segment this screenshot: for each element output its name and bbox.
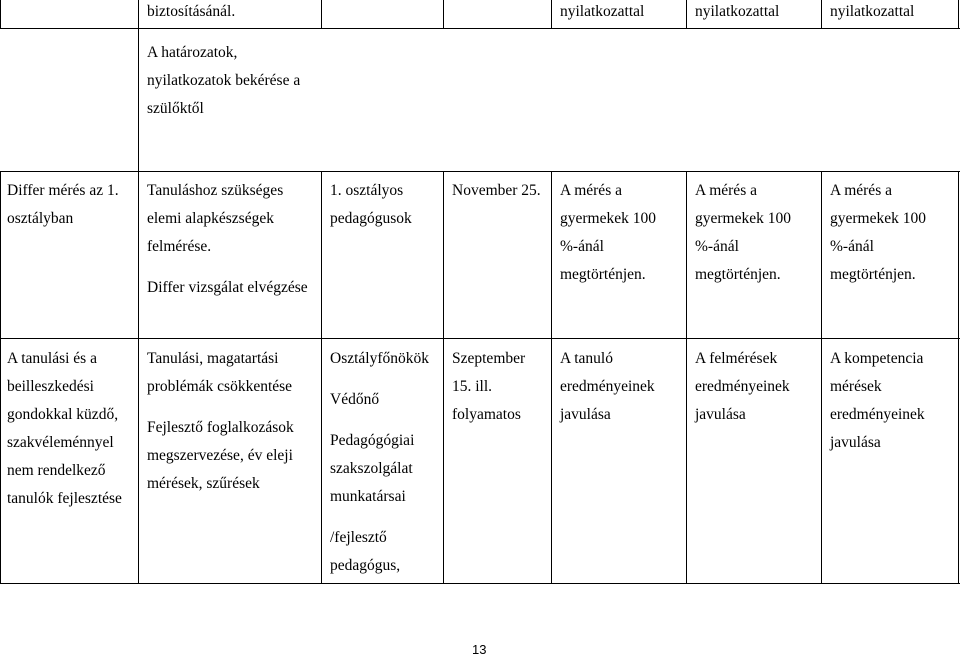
cell-text: munkatársai bbox=[330, 488, 406, 505]
cell-text: felmérése. bbox=[147, 238, 212, 255]
cell-text: szakszolgálat bbox=[330, 460, 413, 477]
cell-text: mérések bbox=[830, 378, 882, 395]
cell-text: gyermekek 100 bbox=[560, 210, 656, 227]
col-divider bbox=[321, 171, 322, 584]
col-divider bbox=[551, 171, 552, 584]
cell-text: A határozatok, bbox=[147, 44, 238, 61]
cell-text: A felmérések bbox=[695, 350, 778, 367]
cell-text: %-ánál bbox=[695, 238, 739, 255]
cell-text: Szeptember bbox=[452, 350, 526, 367]
row-divider bbox=[0, 171, 960, 172]
cell-text: Fejlesztő foglalkozások bbox=[147, 419, 294, 436]
cell-text: A mérés a bbox=[560, 182, 622, 199]
cell-text: szülőktől bbox=[147, 100, 204, 117]
cell-text: A kompetencia bbox=[830, 350, 924, 367]
col-divider bbox=[443, 0, 444, 29]
cell-text: tanulók fejlesztése bbox=[7, 490, 122, 507]
cell-text: Tanulási, magatartási bbox=[147, 350, 279, 367]
col-divider bbox=[0, 171, 1, 584]
col-divider bbox=[138, 0, 139, 584]
cell-text: A tanuló bbox=[560, 350, 613, 367]
cell-text: nyilatkozattal bbox=[560, 3, 645, 20]
cell-text: Védőnő bbox=[330, 391, 380, 408]
col-divider bbox=[821, 0, 822, 29]
col-divider bbox=[551, 0, 552, 29]
cell-text: javulása bbox=[695, 406, 746, 423]
col-divider bbox=[321, 0, 322, 29]
cell-text: megtörténjen. bbox=[560, 266, 646, 283]
cell-text: A mérés a bbox=[695, 182, 757, 199]
cell-text: %-ánál bbox=[560, 238, 604, 255]
row-divider bbox=[0, 338, 960, 339]
cell-text: mérések, szűrések bbox=[147, 475, 260, 492]
cell-text: Tanuláshoz szükséges bbox=[147, 182, 284, 199]
cell-text: megtörténjen. bbox=[695, 266, 781, 283]
row-divider bbox=[0, 28, 960, 29]
cell-text: osztályban bbox=[7, 210, 74, 227]
cell-text: gyermekek 100 bbox=[695, 210, 791, 227]
cell-text: megszervezése, év eleji bbox=[147, 447, 293, 464]
col-divider bbox=[686, 171, 687, 584]
cell-text: Osztályfőnökök bbox=[330, 350, 430, 367]
cell-text: /fejlesztő bbox=[330, 529, 387, 546]
cell-text: megtörténjen. bbox=[830, 266, 916, 283]
cell-text: beilleszkedési bbox=[7, 378, 94, 395]
col-divider bbox=[958, 171, 959, 584]
cell-text: gyermekek 100 bbox=[830, 210, 926, 227]
cell-text: javulása bbox=[830, 434, 881, 451]
cell-text: A tanulási és a bbox=[7, 350, 97, 367]
cell-text: A mérés a bbox=[830, 182, 892, 199]
row-divider bbox=[0, 583, 960, 584]
cell-text: nyilatkozattal bbox=[830, 3, 915, 20]
cell-text: Pedagógógiai bbox=[330, 432, 415, 449]
cell-text: Differ mérés az 1. bbox=[7, 182, 119, 199]
cell-text: folyamatos bbox=[452, 406, 521, 423]
cell-text: pedagógusok bbox=[330, 210, 412, 227]
col-divider bbox=[0, 0, 1, 29]
col-divider bbox=[821, 171, 822, 584]
col-divider bbox=[958, 0, 959, 29]
cell-text: eredményeinek bbox=[695, 378, 790, 395]
cell-text: szakvéleménnyel bbox=[7, 434, 114, 451]
cell-text: javulása bbox=[560, 406, 611, 423]
cell-text: nem rendelkező bbox=[7, 462, 106, 479]
cell-text: gondokkal küzdő, bbox=[7, 406, 119, 423]
cell-text: eredményeinek bbox=[830, 406, 925, 423]
cell-text: %-ánál bbox=[830, 238, 874, 255]
cell-text: biztosításánál. bbox=[147, 3, 236, 20]
col-divider bbox=[686, 0, 687, 29]
cell-text: November 25. bbox=[452, 182, 541, 199]
cell-text: 15. ill. bbox=[452, 378, 493, 395]
cell-text: nyilatkozatok bekérése a bbox=[147, 72, 301, 89]
col-divider bbox=[443, 171, 444, 584]
cell-text: problémák csökkentése bbox=[147, 378, 293, 395]
cell-text: elemi alapkészségek bbox=[147, 210, 274, 227]
cell-text: eredményeinek bbox=[560, 378, 655, 395]
page-number: 13 bbox=[472, 642, 487, 657]
cell-text: nyilatkozattal bbox=[695, 3, 780, 20]
cell-text: Differ vizsgálat elvégzése bbox=[147, 279, 308, 296]
cell-text: 1. osztályos bbox=[330, 182, 404, 199]
cell-text: pedagógus, bbox=[330, 557, 401, 574]
